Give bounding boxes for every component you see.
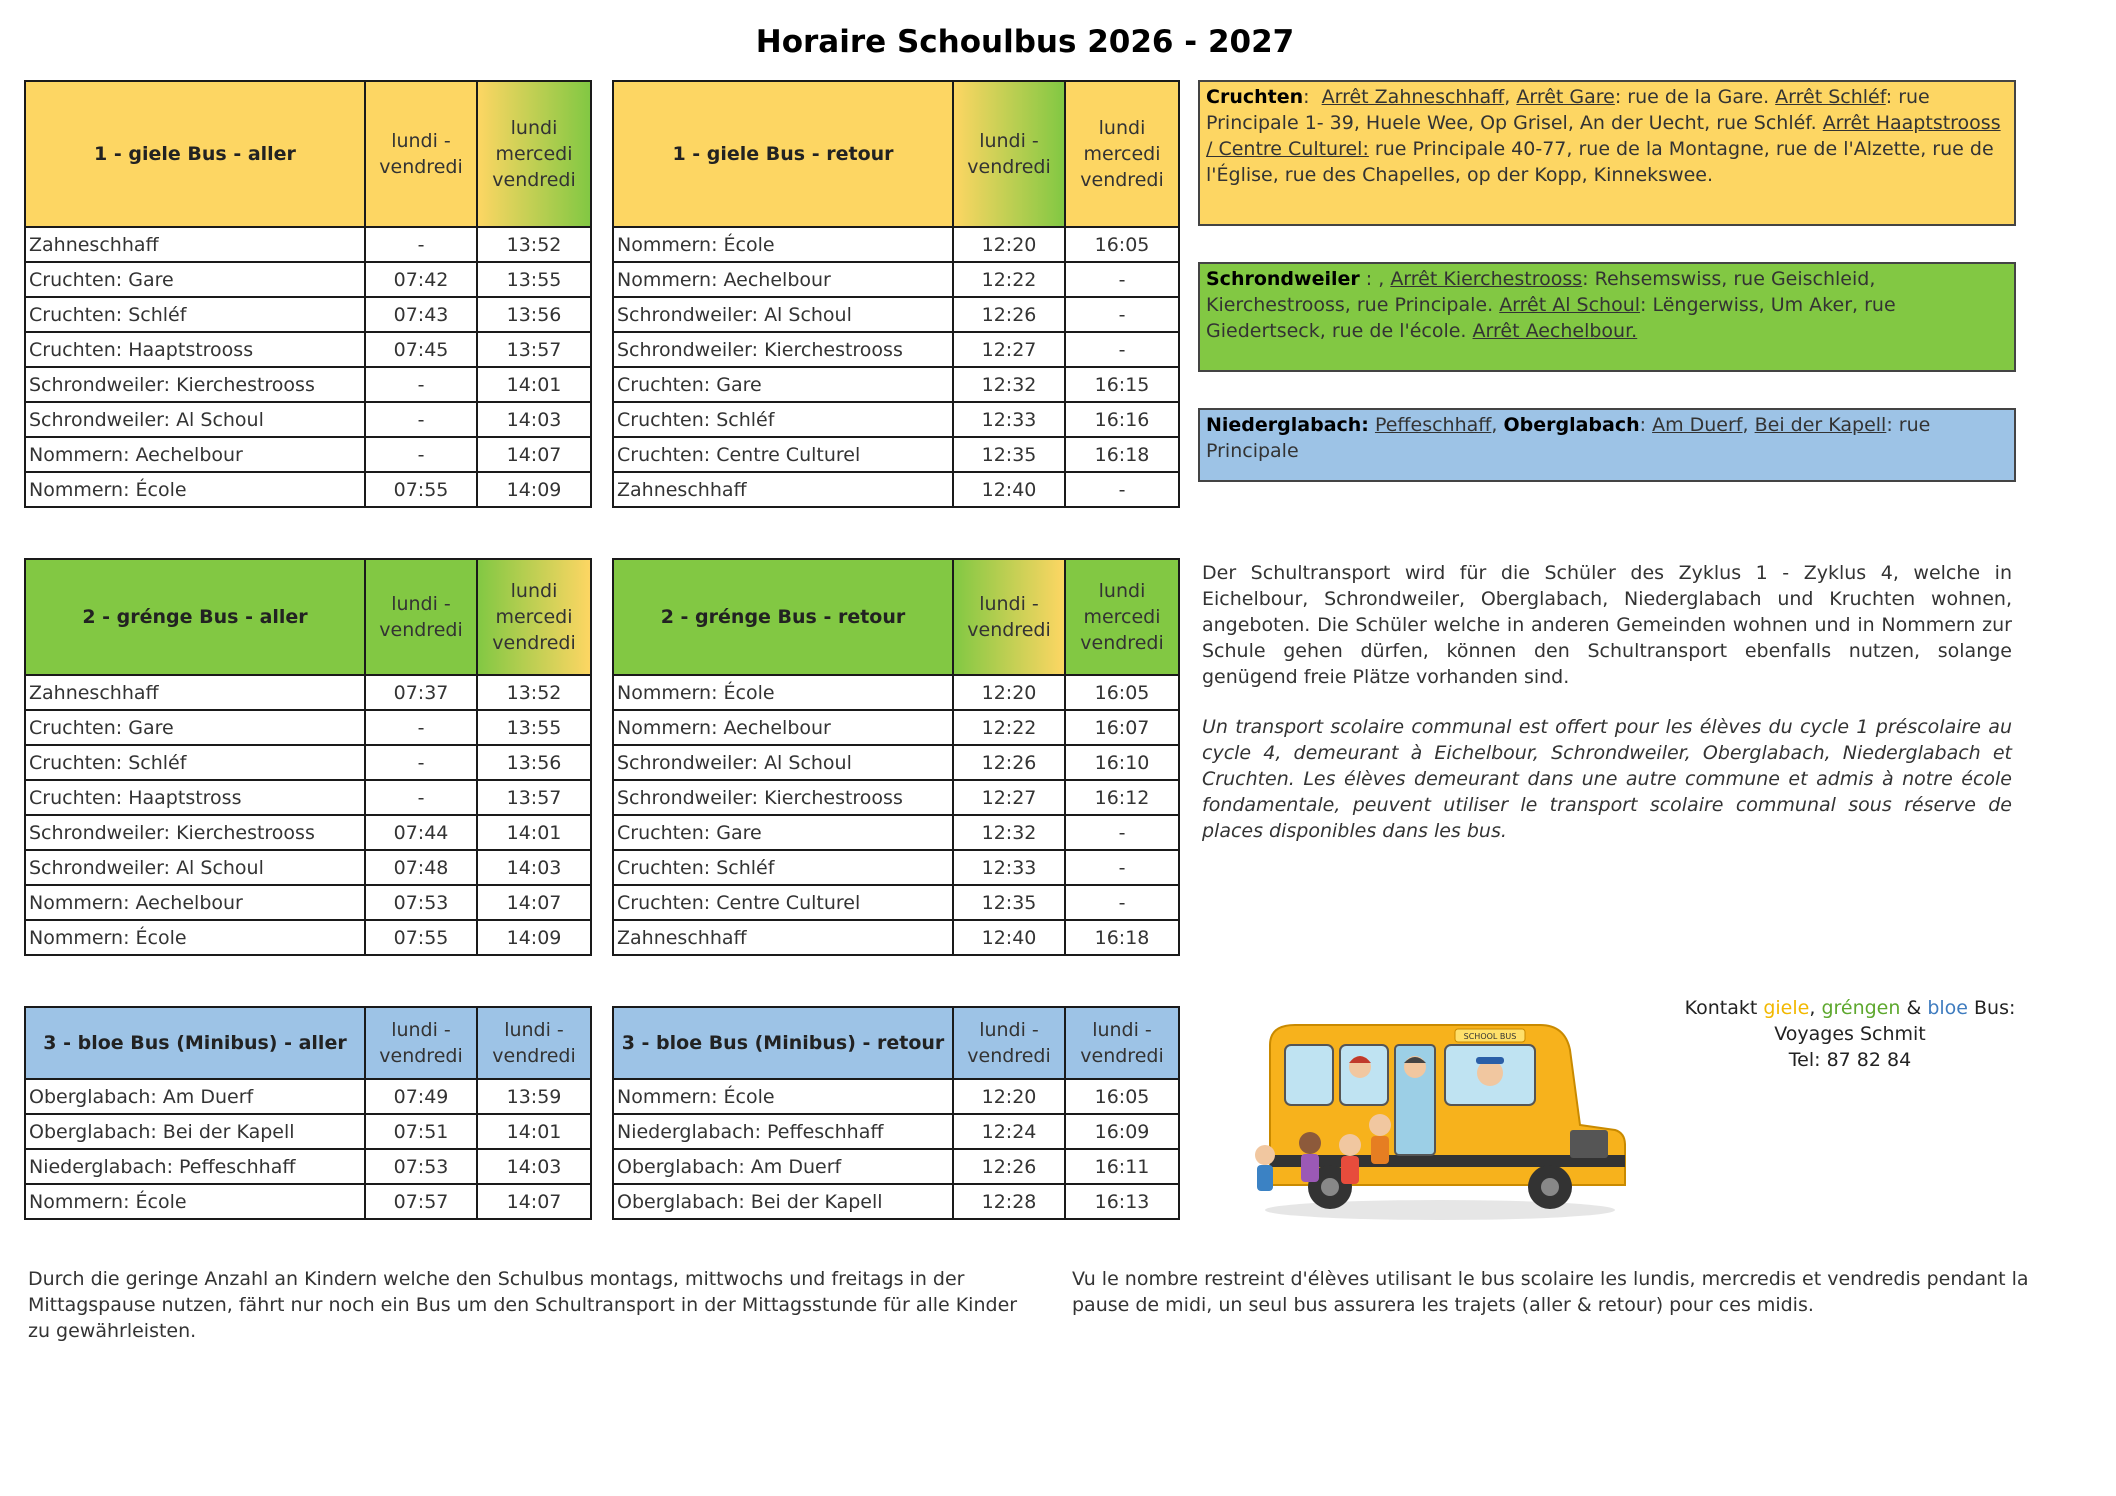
stop-name: Nommern: École [613, 675, 953, 710]
table-row [613, 402, 1179, 437]
table-giele-aller [24, 80, 592, 508]
contact-sep: & [1900, 997, 1928, 1019]
time-weekdays: 12:32 [953, 815, 1065, 850]
time-weekdays: 12:35 [953, 437, 1065, 472]
time-mwf: 14:09 [477, 920, 591, 955]
stop-name: Nommern: École [613, 1079, 953, 1114]
table-grenge-aller [24, 558, 592, 956]
time-weekdays: 12:27 [953, 780, 1065, 815]
col-header-weekdays: lundi - vendredi [953, 1007, 1065, 1079]
contact-giele: giele [1763, 997, 1810, 1019]
col-header-weekdays: lundi - vendredi [365, 1007, 477, 1079]
time-mwf: 13:55 [477, 262, 591, 297]
stop-name: Niederglabach: Peffeschhaff [25, 1149, 365, 1184]
table-grenge-retour [612, 558, 1180, 956]
stop-name: Nommern: École [25, 472, 365, 507]
time-weekdays: 12:32 [953, 367, 1065, 402]
contact-line [1640, 995, 2060, 1021]
stop-name: Schrondweiler: Al Schoul [613, 745, 953, 780]
time-mwf: 14:01 [477, 367, 591, 402]
stop-name: Zahneschhaff [613, 920, 953, 955]
table-row [25, 1184, 591, 1219]
time-weekdays: 12:20 [953, 227, 1065, 262]
stop-link[interactable]: Bei der Kapell [1754, 414, 1887, 436]
table-row [613, 920, 1179, 955]
table-row [25, 402, 591, 437]
contact-grengen: gréngen [1821, 997, 1901, 1019]
stop-name: Schrondweiler: Al Schoul [613, 297, 953, 332]
time-weekdays: 07:49 [365, 1079, 477, 1114]
stop-link[interactable]: Arrêt Aechelbour. [1472, 320, 1638, 342]
stop-link[interactable]: Am Duerf [1652, 414, 1743, 436]
time-weekdays: 07:43 [365, 297, 477, 332]
info-text: : rue Principale 1- 39, Huele Wee, Op Grisel, An der Uecht, rue Schléf. [1206, 86, 1930, 134]
time-mwf: - [1065, 332, 1179, 367]
stop-name: Oberglabach: Am Duerf [613, 1149, 953, 1184]
time-weekdays: 12:40 [953, 920, 1065, 955]
col-header-mwf: lundi mercedi vendredi [1065, 559, 1179, 675]
time-mwf: - [1065, 262, 1179, 297]
time-mwf: 14:07 [477, 885, 591, 920]
col-header-mwf: lundi mercedi vendredi [1065, 81, 1179, 227]
table-row [613, 850, 1179, 885]
stop-name: Cruchten: Centre Culturel [613, 885, 953, 920]
time-weekdays: 12:40 [953, 472, 1065, 507]
table-row [25, 850, 591, 885]
stop-name: Cruchten: Schléf [613, 402, 953, 437]
table-row [613, 367, 1179, 402]
time-weekdays: 07:51 [365, 1114, 477, 1149]
info-text: rue Principale 40-77, rue de la Montagne, rue de l'Alzette, rue de l'Église, rue des Chapelles, op der Kopp, Kinnekswee. [1206, 138, 1994, 186]
time-weekdays: 07:48 [365, 850, 477, 885]
time-mwf: 13:52 [477, 675, 591, 710]
stop-name: Schrondweiler: Al Schoul [25, 850, 365, 885]
time-weekdays: 07:44 [365, 815, 477, 850]
info-text: : Rehsemswiss, rue Geischleid, Kierchestrooss, rue Principale. [1206, 268, 1876, 316]
stop-name: Schrondweiler: Kierchestrooss [25, 815, 365, 850]
time-weekdays: 12:24 [953, 1114, 1065, 1149]
table-title: 3 - bloe Bus (Minibus) - aller [25, 1007, 365, 1079]
table-row [25, 367, 591, 402]
time-weekdays: 12:28 [953, 1184, 1065, 1219]
time-weekdays: 12:22 [953, 710, 1065, 745]
time-weekdays: 07:53 [365, 885, 477, 920]
time-mwf: 14:03 [477, 850, 591, 885]
table-bloe-retour [612, 1006, 1180, 1220]
footnote-de: Durch die geringe Anzahl an Kindern welche den Schulbus montags, mittwochs und freitags in der Mittagspause nutzen, fährt nur noch ein Bus um den Schultransport in der Mittagsstunde für alle Kinder zu gewährleisten. [28, 1268, 1018, 1342]
info-label: Oberglabach [1503, 414, 1640, 436]
time-mwf: 16:10 [1065, 745, 1179, 780]
time-mwf: 16:11 [1065, 1149, 1179, 1184]
col-header-weekdays: lundi - vendredi [953, 559, 1065, 675]
time-weekdays: - [365, 710, 477, 745]
table-row [25, 780, 591, 815]
time-mwf: 14:03 [477, 1149, 591, 1184]
time-mwf: 16:15 [1065, 367, 1179, 402]
bus-sign-text: SCHOOL BUS [1463, 1032, 1517, 1041]
time-mwf: 14:09 [477, 472, 591, 507]
time-mwf: 16:05 [1065, 227, 1179, 262]
time-mwf: 16:12 [1065, 780, 1179, 815]
table-row [25, 710, 591, 745]
info-box-glabach: Niederglabach: Peffeschhaff, Oberglabach: Am Duerf, Bei der Kapell: rue Principale [1198, 408, 2016, 482]
time-mwf: 16:05 [1065, 1079, 1179, 1114]
time-weekdays: 12:26 [953, 745, 1065, 780]
table-row [613, 262, 1179, 297]
time-mwf: - [1065, 815, 1179, 850]
stop-link[interactable]: Peffeschhaff [1374, 414, 1492, 436]
time-mwf: 13:56 [477, 297, 591, 332]
time-weekdays: 12:33 [953, 850, 1065, 885]
stop-name: Schrondweiler: Kierchestrooss [25, 367, 365, 402]
info-label: Schrondweiler [1206, 268, 1360, 290]
table-row [613, 227, 1179, 262]
time-weekdays: - [365, 437, 477, 472]
time-weekdays: 12:33 [953, 402, 1065, 437]
time-weekdays: 07:57 [365, 1184, 477, 1219]
stop-name: Cruchten: Haaptstrooss [25, 332, 365, 367]
stop-name: Nommern: Aechelbour [25, 885, 365, 920]
table-row [25, 227, 591, 262]
table-row [25, 1079, 591, 1114]
stop-link[interactable]: Arrêt Kierchestrooss [1390, 268, 1583, 290]
page-title: Horaire Schoulbus 2026 - 2027 [755, 24, 1295, 60]
time-mwf: 14:01 [477, 815, 591, 850]
time-mwf: 14:01 [477, 1114, 591, 1149]
time-weekdays: - [365, 367, 477, 402]
info-box-schrondweiler: Schrondweiler : , Arrêt Kierchestrooss: Rehsemswiss, rue Geischleid, Kierchestrooss, rue Principale. Arrêt Al Schoul: Lëngerwiss, Um Aker, rue Giedertseck, rue de l'école. Arrêt Aechelbour. [1198, 262, 2016, 372]
table-row [613, 885, 1179, 920]
time-weekdays: 07:37 [365, 675, 477, 710]
table-row [25, 745, 591, 780]
table-row [25, 332, 591, 367]
stop-name: Cruchten: Gare [25, 710, 365, 745]
time-mwf: 13:56 [477, 745, 591, 780]
time-mwf: 16:16 [1065, 402, 1179, 437]
table-row [25, 472, 591, 507]
time-mwf: 16:09 [1065, 1114, 1179, 1149]
stop-name: Nommern: École [25, 1184, 365, 1219]
stop-link[interactable]: Arrêt Al Schoul [1499, 294, 1641, 316]
table-row [25, 1114, 591, 1149]
table-row [613, 1184, 1179, 1219]
stop-name: Oberglabach: Bei der Kapell [25, 1114, 365, 1149]
time-mwf: 16:18 [1065, 437, 1179, 472]
time-weekdays: 07:45 [365, 332, 477, 367]
col-header-weekdays: lundi - vendredi [365, 81, 477, 227]
stop-name: Zahneschhaff [25, 227, 365, 262]
stop-link[interactable]: Arrêt Gare [1516, 86, 1615, 108]
table-title: 3 - bloe Bus (Minibus) - retour [613, 1007, 953, 1079]
table-title: 1 - giele Bus - aller [25, 81, 365, 227]
stop-name: Cruchten: Schléf [25, 297, 365, 332]
table-row [613, 815, 1179, 850]
stop-name: Cruchten: Centre Culturel [613, 437, 953, 472]
stop-name: Oberglabach: Am Duerf [25, 1079, 365, 1114]
contact-bloe: bloe [1927, 997, 1968, 1019]
time-weekdays: 07:42 [365, 262, 477, 297]
school-bus-illustration [1240, 1005, 1630, 1235]
stop-name: Cruchten: Haaptstross [25, 780, 365, 815]
time-weekdays: - [365, 780, 477, 815]
table-row [613, 437, 1179, 472]
table-row [25, 885, 591, 920]
contact-phone[interactable]: Tel: 87 82 84 [1788, 1049, 1912, 1071]
stop-name: Cruchten: Schléf [25, 745, 365, 780]
info-text: : Lëngerwiss, Um Aker, rue Giedertseck, rue de l'école. [1206, 294, 1896, 342]
col-header-weekdays: lundi - vendredi [365, 559, 477, 675]
time-mwf: - [1065, 850, 1179, 885]
stop-link[interactable]: Arrêt Zahneschhaff [1321, 86, 1505, 108]
table-row [25, 815, 591, 850]
info-text: : rue de la Gare. [1614, 86, 1776, 108]
info-box-cruchten: Cruchten: Arrêt Zahneschhaff, Arrêt Gare: rue de la Gare. Arrêt Schléf: rue Principale 1- 39, Huele Wee, Op Grisel, An der Uecht, rue Schléf. Arrêt Haaptstrooss / Centre Culturel: rue Principale 40-77, rue de la Montagne, rue de l'Alzette, rue de l'Église, rue des Chapelles, op der Kopp, Kinnekswee. [1198, 80, 2016, 226]
stop-name: Zahneschhaff [25, 675, 365, 710]
table-title: 1 - giele Bus - retour [613, 81, 953, 227]
table-giele-retour [612, 80, 1180, 508]
contact-suffix: Bus: [1967, 997, 2016, 1019]
description-de: Der Schultransport wird für die Schüler des Zyklus 1 - Zyklus 4, welche in Eichelbour, Schrondweiler, Oberglabach, Niederglabach und Kruchten wohnen, angeboten. Die Schüler welche in anderen Gemeinden wohnen und in Nommern zur Schule gehen dürfen, können den Schultransport ebenfalls nutzen, solange genügend freie Plätze vorhanden sind. [1202, 562, 2012, 688]
description-fr: Un transport scolaire communal est offert pour les élèves du cycle 1 préscolaire au cycle 4, demeurant à Eichelbour, Schrondweiler, Oberglabach, Niederglabach et Cruchten. Les élèves demeurant dans une autre commune et admis à notre école fondamentale, peuvent utiliser le transport scolaire communal sous réserve de places disponibles dans les bus. [1202, 716, 2012, 842]
col-header-weekdays-2: lundi - vendredi [477, 1007, 591, 1079]
table-row [25, 675, 591, 710]
stop-name: Schrondweiler: Kierchestrooss [613, 780, 953, 815]
table-row [613, 745, 1179, 780]
time-mwf: 14:03 [477, 402, 591, 437]
table-row [613, 675, 1179, 710]
time-mwf: 13:57 [477, 780, 591, 815]
time-mwf: 13:59 [477, 1079, 591, 1114]
time-weekdays: 12:35 [953, 885, 1065, 920]
info-label: Cruchten [1206, 86, 1304, 108]
time-weekdays: 07:53 [365, 1149, 477, 1184]
time-mwf: - [1065, 297, 1179, 332]
time-weekdays: 07:55 [365, 920, 477, 955]
table-row [25, 262, 591, 297]
col-header-weekdays-2: lundi - vendredi [1065, 1007, 1179, 1079]
time-mwf: 16:18 [1065, 920, 1179, 955]
time-weekdays: 12:27 [953, 332, 1065, 367]
time-weekdays: - [365, 745, 477, 780]
time-weekdays: 12:22 [953, 262, 1065, 297]
table-row [25, 920, 591, 955]
contact-prefix: Kontakt [1684, 997, 1764, 1019]
time-weekdays: 07:55 [365, 472, 477, 507]
time-mwf: 16:07 [1065, 710, 1179, 745]
col-header-weekdays: lundi - vendredi [953, 81, 1065, 227]
contact-block [1640, 995, 2060, 1073]
table-row [25, 1149, 591, 1184]
stop-name: Oberglabach: Bei der Kapell [613, 1184, 953, 1219]
table-row [613, 297, 1179, 332]
contact-sep: , [1809, 997, 1822, 1019]
stop-link[interactable]: Arrêt Schléf [1775, 86, 1886, 108]
table-title: 2 - grénge Bus - retour [613, 559, 953, 675]
time-weekdays: 12:26 [953, 297, 1065, 332]
stop-name: Nommern: Aechelbour [25, 437, 365, 472]
stop-link[interactable]: Arrêt Haaptstrooss / Centre Culturel: [1206, 112, 2001, 160]
table-row [613, 1149, 1179, 1184]
time-mwf: - [1065, 885, 1179, 920]
stop-name: Nommern: Aechelbour [613, 710, 953, 745]
time-mwf: - [1065, 472, 1179, 507]
col-header-mwf: lundi mercedi vendredi [477, 81, 591, 227]
table-row [613, 780, 1179, 815]
table-row [613, 332, 1179, 367]
info-text: : rue Principale [1206, 414, 1931, 462]
table-title: 2 - grénge Bus - aller [25, 559, 365, 675]
time-weekdays: 12:20 [953, 675, 1065, 710]
stop-name: Cruchten: Gare [613, 815, 953, 850]
table-row [613, 1114, 1179, 1149]
footnote-fr: Vu le nombre restreint d'élèves utilisant le bus scolaire les lundis, mercredis et vendredis pendant la pause de midi, un seul bus assurera les trajets (aller & retour) pour ces midis. [1072, 1268, 2029, 1316]
time-mwf: 13:52 [477, 227, 591, 262]
stop-name: Nommern: École [613, 227, 953, 262]
time-weekdays: - [365, 227, 477, 262]
time-mwf: 16:05 [1065, 675, 1179, 710]
stop-name: Nommern: Aechelbour [613, 262, 953, 297]
time-mwf: 13:57 [477, 332, 591, 367]
stop-name: Zahneschhaff [613, 472, 953, 507]
time-weekdays: - [365, 402, 477, 437]
time-weekdays: 12:20 [953, 1079, 1065, 1114]
table-row [25, 437, 591, 472]
time-mwf: 13:55 [477, 710, 591, 745]
contact-company: Voyages Schmit [1774, 1023, 1926, 1045]
table-row [613, 1079, 1179, 1114]
col-header-mwf: lundi mercedi vendredi [477, 559, 591, 675]
stop-name: Cruchten: Gare [25, 262, 365, 297]
time-mwf: 16:13 [1065, 1184, 1179, 1219]
table-row [613, 472, 1179, 507]
table-row [25, 297, 591, 332]
table-row [613, 710, 1179, 745]
time-mwf: 14:07 [477, 437, 591, 472]
stop-name: Cruchten: Gare [613, 367, 953, 402]
time-mwf: 14:07 [477, 1184, 591, 1219]
stop-name: Niederglabach: Peffeschhaff [613, 1114, 953, 1149]
stop-name: Cruchten: Schléf [613, 850, 953, 885]
stop-name: Schrondweiler: Kierchestrooss [613, 332, 953, 367]
stop-name: Nommern: École [25, 920, 365, 955]
time-weekdays: 12:26 [953, 1149, 1065, 1184]
stop-name: Schrondweiler: Al Schoul [25, 402, 365, 437]
info-label: Niederglabach: [1206, 414, 1369, 436]
table-bloe-aller [24, 1006, 592, 1220]
